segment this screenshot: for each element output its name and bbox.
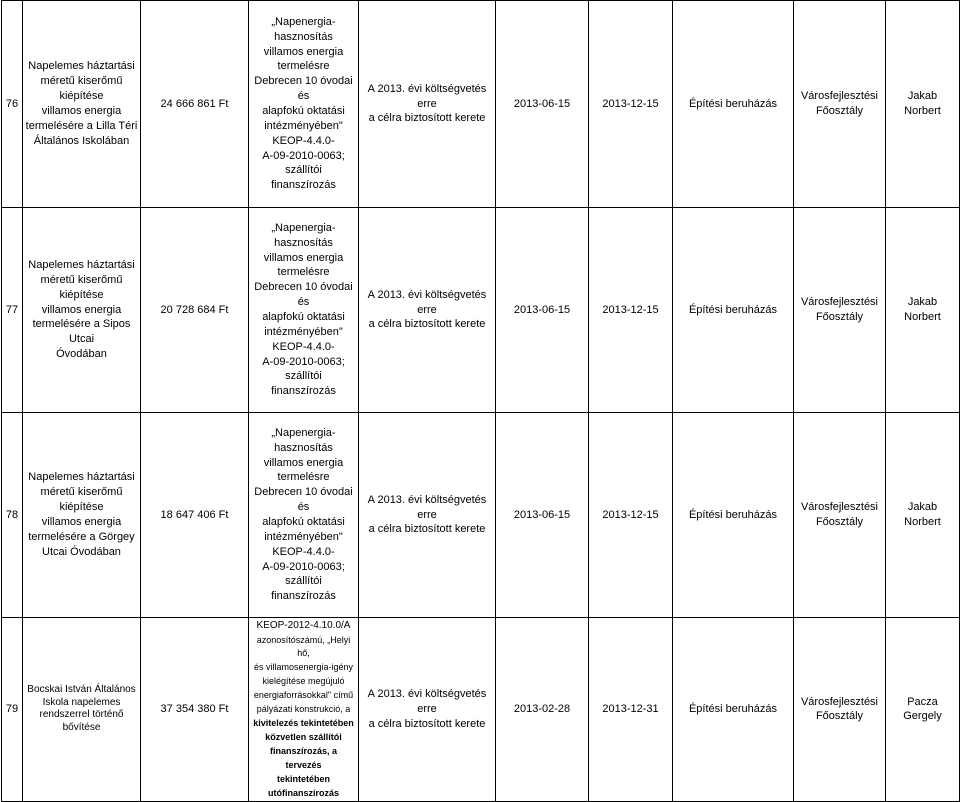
financing-line: energiaforrásokkal" című xyxy=(253,690,354,701)
funding-source xyxy=(359,1,496,208)
project-financing xyxy=(249,208,359,413)
table-row xyxy=(2,1,960,208)
funding-line: A 2013. évi költségvetés erre xyxy=(367,82,487,110)
financing-line: finanszírozás xyxy=(271,590,336,603)
procurement-type: Építési beruházás xyxy=(673,208,794,413)
table-row xyxy=(2,618,960,802)
department-line: Városfejlesztési xyxy=(800,90,879,103)
department-line: Városfejlesztési xyxy=(800,501,879,514)
financing-line: A-09-2010-0063; szállítói xyxy=(262,355,345,383)
description-line: Napelemes háztartási xyxy=(28,259,135,272)
financing-line-bold: közvetlen szállítói xyxy=(265,732,342,743)
responsible-person: Pacza Gergely xyxy=(886,618,960,802)
responsible-person: Jakab Norbert xyxy=(886,413,960,618)
funding-line: A 2013. évi költségvetés erre xyxy=(367,493,487,521)
table-row xyxy=(2,413,960,618)
financing-line: KEOP-2012-4.10.0/A xyxy=(256,620,351,631)
funding-source xyxy=(359,413,496,618)
start-date: 2013-06-15 xyxy=(496,208,589,413)
estimated-amount: 37 354 380 Ft xyxy=(141,618,249,802)
description-line: termelésére a Görgey xyxy=(28,530,135,543)
description-line: bővítése xyxy=(62,721,101,733)
start-date: 2013-02-28 xyxy=(496,618,589,802)
department-line: Főosztály xyxy=(815,710,864,723)
procurement-table xyxy=(1,0,960,802)
description-line: termelésére a Sipos Utcai xyxy=(32,318,131,346)
financing-line-bold: kivitelezés tekintetében xyxy=(253,718,354,729)
project-financing xyxy=(249,618,359,802)
description-line: Utcai Óvodában xyxy=(42,545,121,558)
financing-line: finanszírozás xyxy=(271,385,336,398)
description-line: villamos energia xyxy=(41,516,122,528)
procurement-type: Építési beruházás xyxy=(673,1,794,208)
end-date: 2013-12-31 xyxy=(589,618,673,802)
financing-line: A-09-2010-0063; szállítói xyxy=(262,560,345,588)
row-number: 76 xyxy=(2,1,23,208)
financing-line: A-09-2010-0063; szállítói xyxy=(262,149,345,177)
row-number: 79 xyxy=(2,618,23,802)
financing-line: kielégítése megújuló xyxy=(262,676,345,687)
financing-line: Debrecen 10 óvodai és xyxy=(254,281,353,309)
project-financing xyxy=(249,1,359,208)
project-financing xyxy=(249,413,359,618)
department xyxy=(794,1,886,208)
financing-line: és villamosenergia-igény xyxy=(253,662,354,673)
project-description xyxy=(23,618,141,802)
financing-line: finanszírozás xyxy=(271,179,336,192)
financing-line: „Napenergia-hasznosítás xyxy=(271,15,336,43)
funding-line: a célra biztosított kerete xyxy=(368,523,486,536)
start-date: 2013-06-15 xyxy=(496,1,589,208)
financing-line: Debrecen 10 óvodai és xyxy=(254,486,353,514)
funding-line: a célra biztosított kerete xyxy=(368,318,486,331)
responsible-person: Jakab Norbert xyxy=(886,1,960,208)
estimated-amount: 24 666 861 Ft xyxy=(141,1,249,208)
department xyxy=(794,208,886,413)
department-line: Városfejlesztési xyxy=(800,695,879,708)
description-line: méretű kiserőmű kiépítése xyxy=(40,486,123,514)
description-line: Iskola napelemes xyxy=(42,696,121,708)
financing-line-bold: tekintetében utófinanszírozás xyxy=(267,773,339,798)
end-date: 2013-12-15 xyxy=(589,208,673,413)
financing-line: villamos energia termelésre xyxy=(263,251,344,279)
row-number: 77 xyxy=(2,208,23,413)
department xyxy=(794,413,886,618)
financing-line: pályázati konstrukció, a xyxy=(256,704,351,715)
project-description xyxy=(23,1,141,208)
description-line: villamos energia xyxy=(41,303,122,316)
funding-line: A 2013. évi költségvetés erre xyxy=(367,288,487,316)
department-line: Városfejlesztési xyxy=(800,296,879,309)
procurement-type: Építési beruházás xyxy=(673,413,794,618)
financing-line: villamos energia termelésre xyxy=(263,45,344,73)
project-description xyxy=(23,413,141,618)
description-line: Bocskai István Általános xyxy=(27,684,136,696)
financing-line: alapfokú oktatási xyxy=(262,105,345,117)
funding-source xyxy=(359,618,496,802)
financing-line: alapfokú oktatási xyxy=(262,516,345,528)
procurement-type: Építési beruházás xyxy=(673,618,794,802)
funding-line: a célra biztosított kerete xyxy=(368,717,486,730)
estimated-amount: 20 728 684 Ft xyxy=(141,208,249,413)
project-description xyxy=(23,208,141,413)
responsible-person: Jakab Norbert xyxy=(886,208,960,413)
financing-line: villamos energia termelésre xyxy=(263,456,344,484)
description-line: villamos energia xyxy=(41,105,122,117)
end-date: 2013-12-15 xyxy=(589,413,673,618)
description-line: Óvodában xyxy=(56,348,107,361)
funding-source xyxy=(359,208,496,413)
department-line: Főosztály xyxy=(815,105,864,117)
financing-line: Debrecen 10 óvodai és xyxy=(254,75,353,103)
department xyxy=(794,618,886,802)
funding-line: a célra biztosított kerete xyxy=(368,112,486,125)
financing-line: „Napenergia-hasznosítás xyxy=(271,426,336,454)
description-line: Napelemes háztartási xyxy=(28,471,135,484)
description-line: rendszerrel történő xyxy=(39,709,124,721)
financing-line: alapfokú oktatási xyxy=(262,311,345,323)
financing-line-bold: finanszírozás, a tervezés xyxy=(269,746,338,770)
start-date: 2013-06-15 xyxy=(496,413,589,618)
description-line: méretű kiserőmű kiépítése xyxy=(40,273,123,301)
estimated-amount: 18 647 406 Ft xyxy=(141,413,249,618)
department-line: Főosztály xyxy=(815,311,864,323)
table-row xyxy=(2,208,960,413)
row-number: 78 xyxy=(2,413,23,618)
funding-line: A 2013. évi költségvetés erre xyxy=(367,688,487,715)
description-line: termelésére a Lilla Téri xyxy=(25,119,138,132)
description-line: méretű kiserőmű kiépítése xyxy=(40,75,123,103)
description-line: Általános Iskolában xyxy=(33,134,130,147)
financing-line: „Napenergia-hasznosítás xyxy=(271,221,336,249)
department-line: Főosztály xyxy=(815,516,864,528)
end-date: 2013-12-15 xyxy=(589,1,673,208)
financing-line: intézményében" KEOP-4.4.0- xyxy=(264,119,343,147)
description-line: Napelemes háztartási xyxy=(28,60,135,73)
financing-line: intézményében" KEOP-4.4.0- xyxy=(264,325,343,353)
financing-line: azonosítószámú, „Helyi hő, xyxy=(256,634,351,659)
financing-line: intézményében" KEOP-4.4.0- xyxy=(264,530,343,558)
